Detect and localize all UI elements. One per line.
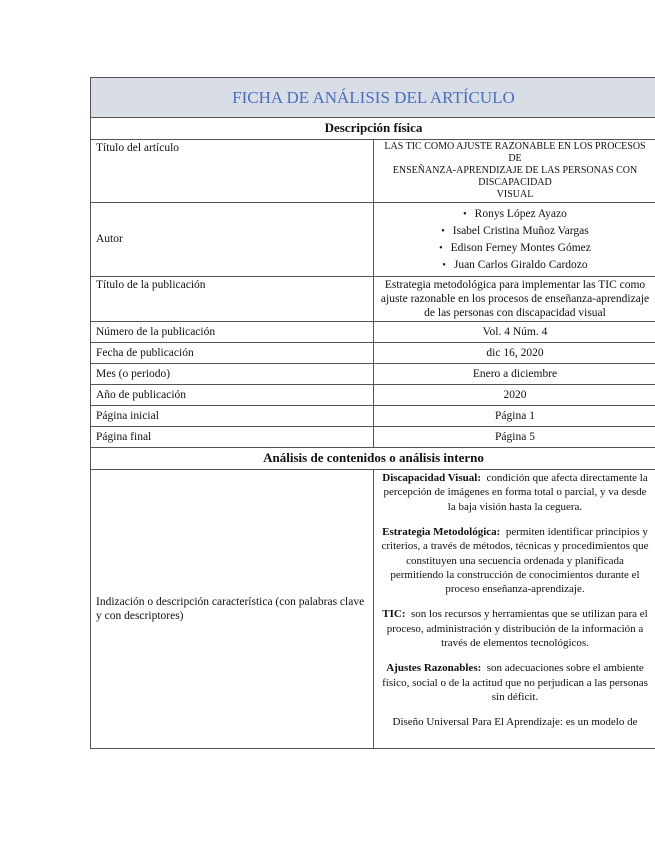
- keyword-definition: son adecuaciones sobre el ambiente físico, social o de la actitud que no perjudican a las personas sin déficit.: [382, 662, 648, 703]
- keyword-term: Ajustes Razonables:: [386, 662, 482, 675]
- keyword-definition: permiten identificar principios y criterios, a través de métodos, técnicas y procedimientos que constituyen una secuencia ordenada y planificada permitiendo la construcción de conocimientos durante el proceso enseñanza-aprendizaje.: [381, 525, 649, 596]
- keyword-definition: condición que afecta directamente la percepción de imágenes en forma total o parcial, y va desde la baja visión hasta la ceguera.: [383, 472, 648, 513]
- author-name: • Ronys López Ayazo: [379, 206, 651, 223]
- month-value: Enero a diciembre: [374, 364, 655, 385]
- keyword-term: Discapacidad Visual:: [382, 472, 481, 485]
- year-value: 2020: [374, 385, 655, 406]
- keyword-term: TIC:: [382, 608, 406, 621]
- indexing-label: Indización o descripción característica (con palabras clave y con descriptores): [91, 470, 374, 749]
- article-title-value: [374, 140, 655, 203]
- article-title-line: VISUAL: [496, 189, 534, 200]
- keyword-term: Estrategia Metodológica:: [382, 525, 501, 538]
- section-content-analysis: Análisis de contenidos o análisis interno: [91, 448, 655, 470]
- author-name: • Isabel Cristina Muñoz Vargas: [379, 223, 651, 240]
- sheet-title: FICHA DE ANÁLISIS DEL ARTÍCULO: [91, 78, 655, 118]
- author-list-cell: [374, 203, 655, 277]
- publication-title-value: Estrategia metodológica para implementar las TIC como ajuste razonable en los procesos de enseñanza-aprendizaje de las personas con discapacidad visual: [374, 277, 655, 322]
- month-label: Mes (o periodo): [91, 364, 374, 385]
- indexing-content: [374, 470, 655, 749]
- author-name: • Edison Ferney Montes Gómez: [379, 240, 651, 257]
- last-page-label: Página final: [91, 427, 374, 448]
- article-title-label: Título del artículo: [91, 140, 374, 203]
- first-page-value: Página 1: [374, 406, 655, 427]
- analysis-sheet-table: [90, 77, 655, 749]
- keyword-entry: [379, 607, 651, 650]
- author-list: [379, 206, 651, 274]
- article-title-line: ENSEÑANZA-APRENDIZAJE DE LAS PERSONAS CON: [392, 165, 638, 176]
- publication-date-value: dic 16, 2020: [374, 343, 655, 364]
- publication-title-label: Título de la publicación: [91, 277, 374, 322]
- keyword-definition: son los recursos y herramientas que se utilizan para el proceso, administración y distribución de la información a través de elementos tecnológicos.: [386, 608, 648, 650]
- section-physical-description: Descripción física: [91, 118, 655, 140]
- year-label: Año de publicación: [91, 385, 374, 406]
- first-page-label: Página inicial: [91, 406, 374, 427]
- keyword-entry: [379, 471, 651, 514]
- author-label: Autor: [91, 203, 374, 277]
- publication-number-value: Vol. 4 Núm. 4: [374, 322, 655, 343]
- article-title-line: DISCAPACIDAD: [478, 177, 552, 188]
- author-name: • Juan Carlos Giraldo Cardozo: [379, 257, 651, 274]
- last-page-value: Página 5: [374, 427, 655, 448]
- publication-date-label: Fecha de publicación: [91, 343, 374, 364]
- keyword-entry: [379, 661, 651, 704]
- publication-number-label: Número de la publicación: [91, 322, 374, 343]
- keyword-entry: [379, 525, 651, 596]
- article-title-line: LAS TIC COMO AJUSTE RAZONABLE EN LOS PROCESOS DE: [384, 141, 646, 164]
- keyword-entry-partial: Diseño Universal Para El Aprendizaje: es un modelo de: [392, 716, 638, 729]
